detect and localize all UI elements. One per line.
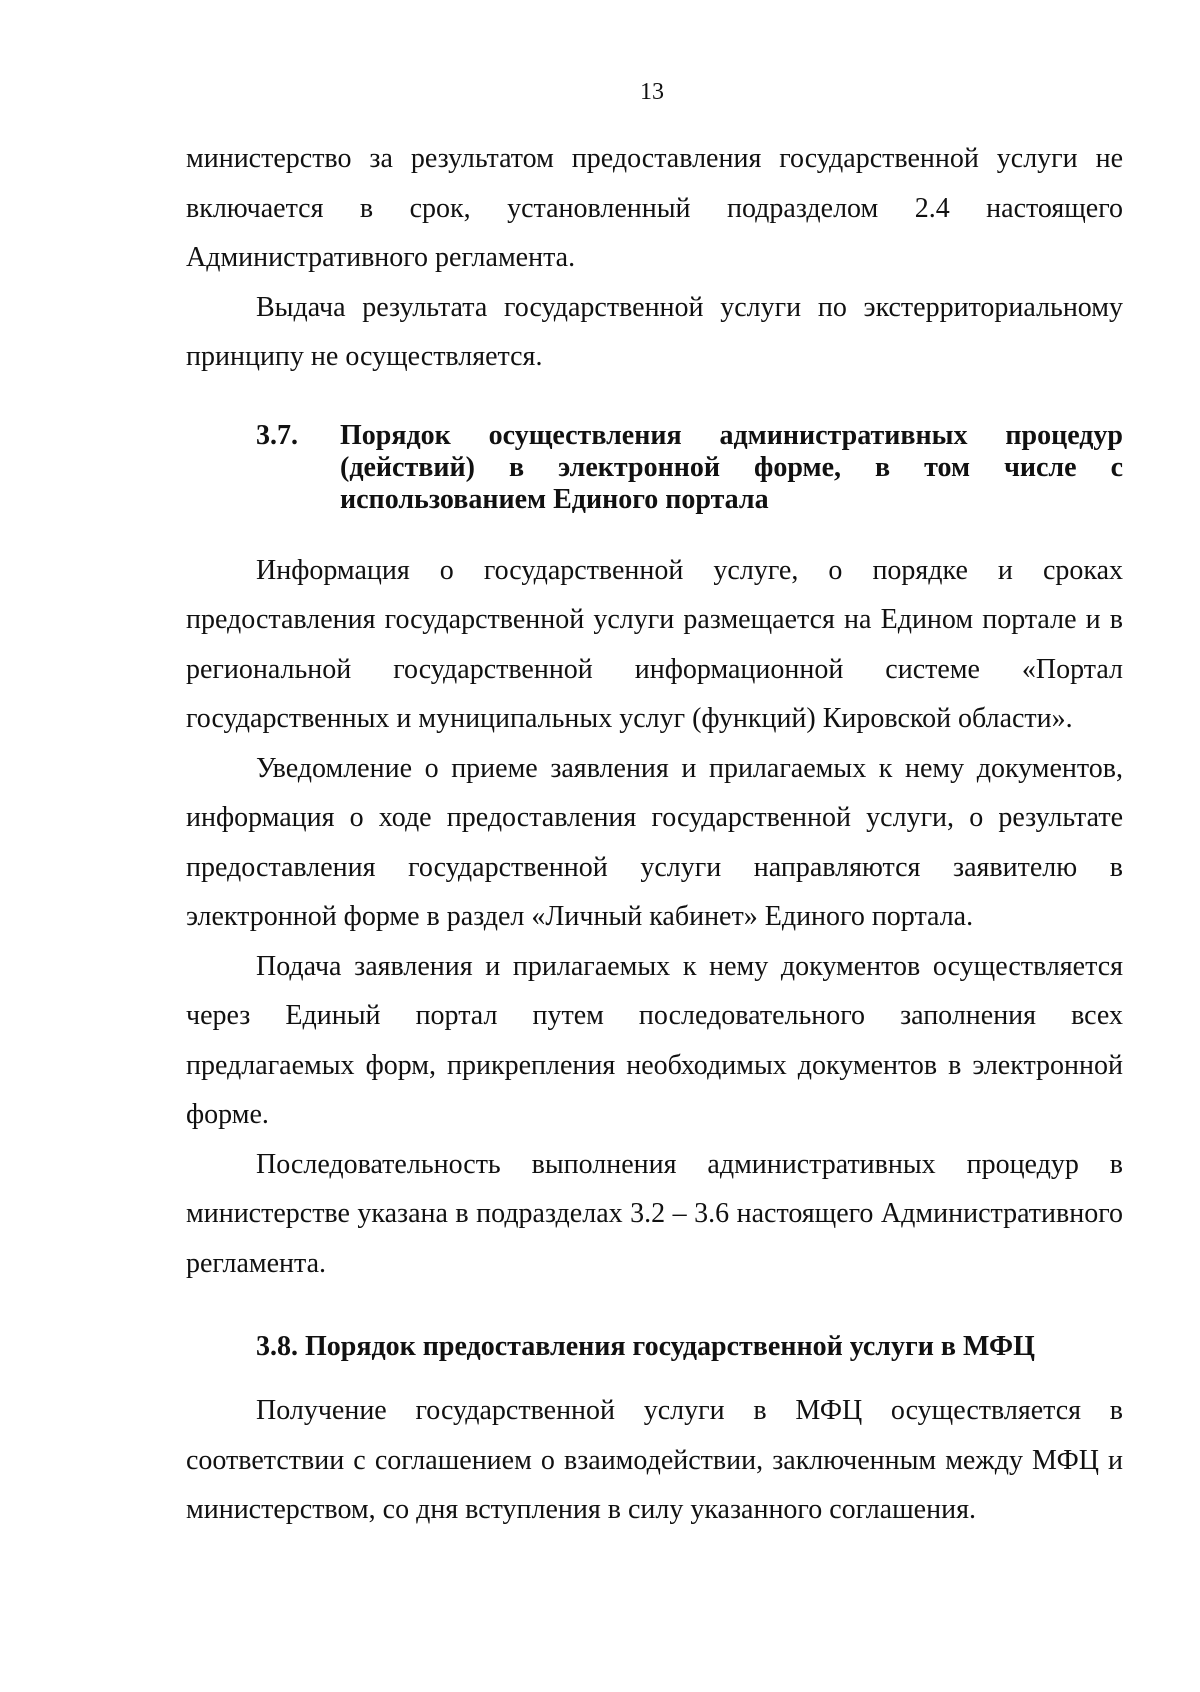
paragraph-mfc: Получение государственной услуги в МФЦ осуществляется в соответствии с соглашением о взаимодействии, заключенным между МФЦ и министерством, со дня вступления в силу указанного соглашения. (186, 1395, 1123, 1525)
section-3-8-heading: 3.8. Порядок предоставления государственной услуги в МФЦ (256, 1331, 1035, 1362)
paragraph-sequence: Последовательность выполнения административных процедур в министерстве указана в подразделах 3.2 – 3.6 настоящего Административного регламента. (186, 1148, 1123, 1279)
paragraph-extraterritorial: Выдача результата государственной услуги по экстерриториальному принципу не осуществляется. (186, 291, 1123, 372)
section-3-7-title: Порядок осуществления административных процедур (действий) в электронной форме, в том числе с использованием Единого портала (340, 419, 1123, 515)
paragraph-notification: Уведомление о приеме заявления и прилагаемых к нему документов, информация о ходе предоставления государственной услуги, о результате предоставления государственной услуги направляются заявителю в электронной форме в раздел «Личный кабинет» Единого портала. (186, 752, 1123, 932)
page-number: 13 (640, 79, 664, 105)
paragraph-continuation: министерство за результатом предоставления государственной услуги не включается в срок, установленный подразделом 2.4 настоящего Административного регламента. (186, 143, 1123, 273)
document-body (186, 134, 1123, 1535)
paragraph-submission: Подача заявления и прилагаемых к нему документов осуществляется через Единый портал путем последовательного заполнения всех предлагаемых форм, прикрепления необходимых документов в электронной форме. (186, 950, 1123, 1130)
section-3-7-heading (186, 420, 1123, 516)
section-3-7-number: 3.7. (256, 419, 298, 451)
paragraph-information: Информация о государственной услуге, о порядке и сроках предоставления государственной услуги размещается на Едином портале и в региональной государственной информационной системе «Портал государственных и муниципальных услуг (функций) Кировской области». (186, 554, 1123, 734)
